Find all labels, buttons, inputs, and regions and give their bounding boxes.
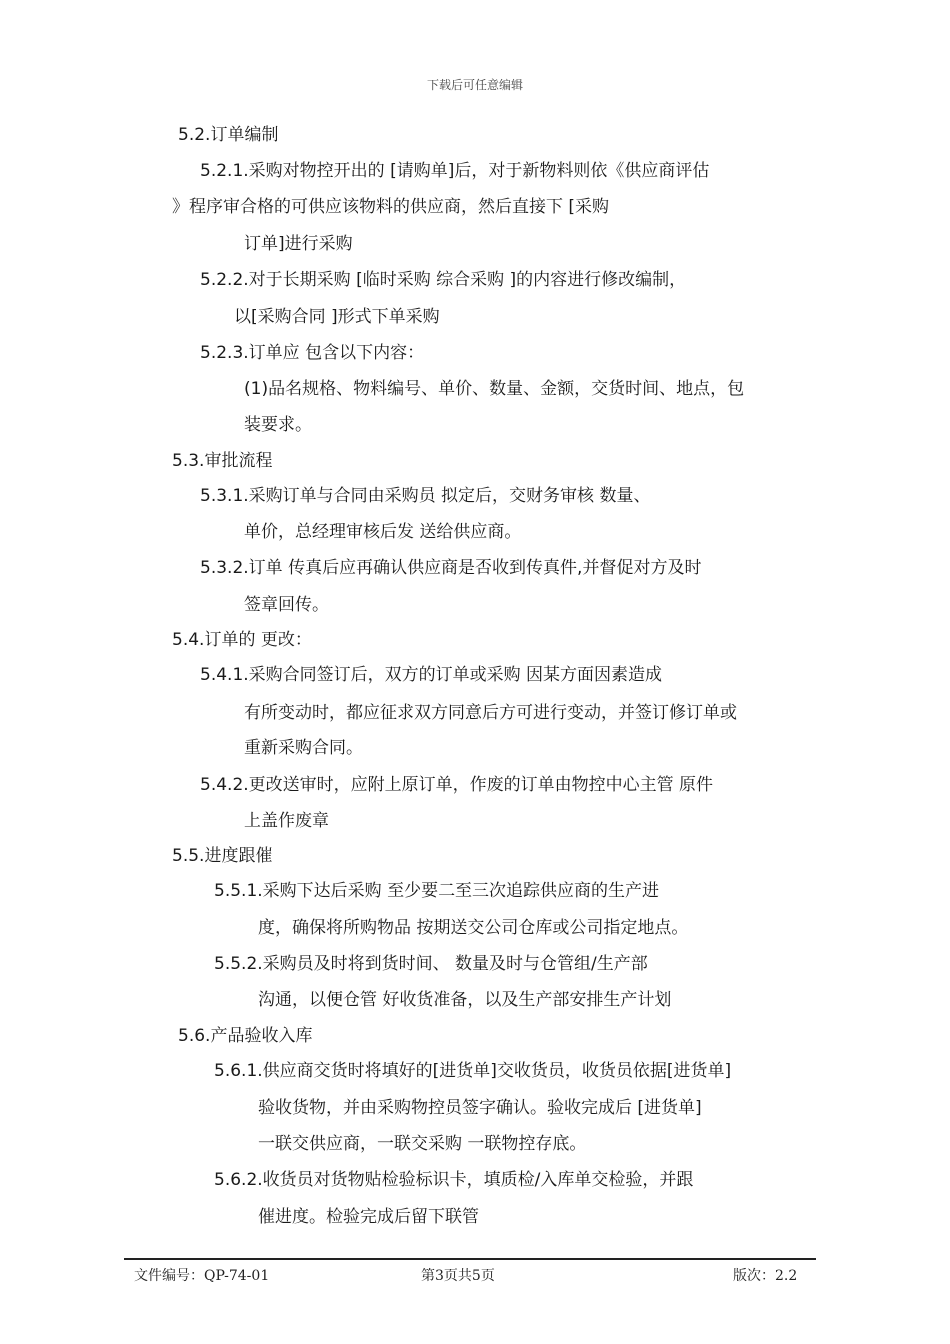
clause-line: 上盖作废章: [244, 811, 329, 831]
section-heading: 5.2.订单编制: [178, 125, 279, 145]
section-heading: 5.4.订单的 更改：: [172, 630, 312, 650]
clause-line: 5.3.2.订单 传真后应再确认供应商是否收到传真件,并督促对方及时: [200, 558, 702, 578]
clause-line: 5.5.2.采购员及时将到货时间、 数量及时与仓管组/生产部: [214, 954, 648, 974]
clause-line: 5.4.2.更改送审时，应附上原订单，作废的订单由物控中心主管 原件: [200, 775, 714, 795]
clause-line: 签章回传。: [244, 595, 329, 615]
clause-line: 单价，总经理审核后发 送给供应商。: [244, 522, 522, 542]
clause-line: 5.2.2.对于长期采购 [临时采购 综合采购 ]的内容进行修改编制，: [200, 270, 687, 290]
clause-line: 5.4.1.采购合同签订后，双方的订单或采购 因某方面因素造成: [200, 665, 663, 685]
clause-line: 验收货物，并由采购物控员签字确认。验收完成后 [进货单]: [258, 1098, 702, 1118]
footer-doc-number: 文件编号：QP-74-01: [134, 1268, 270, 1284]
clause-line: 催进度。检验完成后留下联管: [258, 1207, 479, 1227]
clause-line: 5.6.2.收货员对货物贴检验标识卡，填质检/入库单交检验，并跟: [214, 1170, 694, 1190]
footer-page-number: 第3页共5页: [421, 1268, 495, 1284]
section-heading: 5.5.进度跟催: [172, 846, 273, 866]
clause-line: 订单]进行采购: [244, 234, 353, 254]
section-heading: 5.3.审批流程: [172, 451, 273, 471]
clause-line: (1)品名规格、物料编号、单价、数量、金额，交货时间、地点，包: [244, 379, 745, 399]
footer-rule: [124, 1258, 816, 1260]
clause-line: 》程序审合格的可供应该物料的供应商，然后直接下 [采购: [172, 197, 610, 217]
clause-line: 一联交供应商，一联交采购 一联物控存底。: [258, 1134, 587, 1154]
clause-line: 重新采购合同。: [244, 738, 363, 758]
clause-line: 5.2.3.订单应 包含以下内容：: [200, 343, 425, 363]
section-heading: 5.6.产品验收入库: [178, 1026, 313, 1046]
clause-line: 5.3.1.采购订单与合同由采购员 拟定后，交财务审核 数量、: [200, 486, 651, 506]
clause-line: 5.5.1.采购下达后采购 至少要二至三次追踪供应商的生产进: [214, 881, 660, 901]
clause-line: 5.2.1.采购对物控开出的 [请购单]后，对于新物料则依《供应商评估: [200, 161, 710, 181]
clause-line: 度，确保将所购物品 按期送交公司仓库或公司指定地点。: [258, 918, 689, 938]
clause-line: 5.6.1.供应商交货时将填好的[进货单]交收货员，收货员依据[进货单]: [214, 1061, 732, 1081]
clause-line: 以[采购合同 ]形式下单采购: [234, 307, 440, 327]
clause-line: 有所变动时，都应征求双方同意后方可进行变动，并签订修订单或: [244, 703, 737, 723]
footer-version: 版次：2.2: [733, 1268, 798, 1284]
page-header-note: 下载后可任意编辑: [426, 78, 523, 92]
clause-line: 沟通，以便仓管 好收货准备，以及生产部安排生产计划: [258, 990, 672, 1010]
clause-line: 装要求。: [244, 415, 312, 435]
